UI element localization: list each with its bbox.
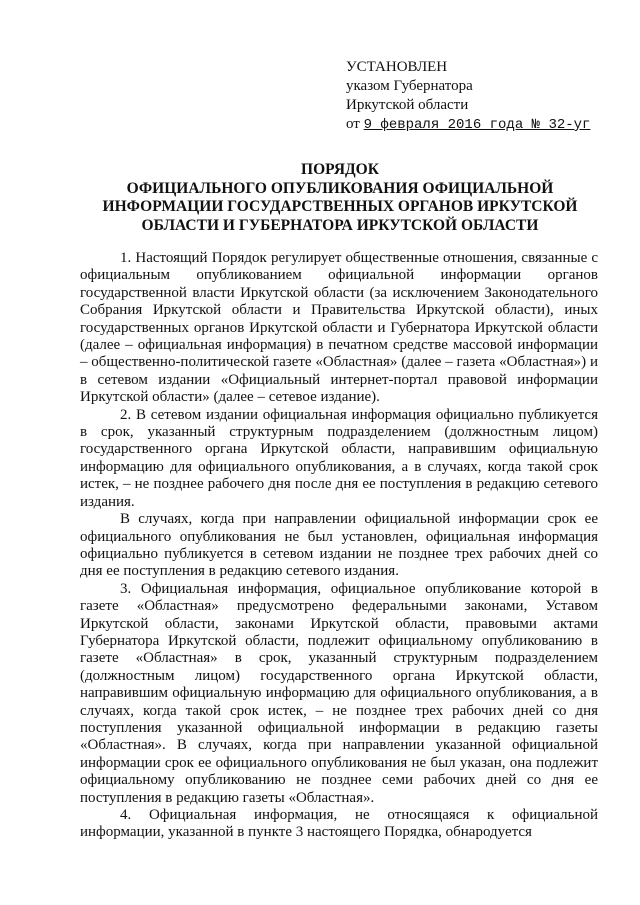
approval-stamp xyxy=(346,58,616,135)
title-line-3: ИНФОРМАЦИИ ГОСУДАРСТВЕННЫХ ОРГАНОВ ИРКУТСКОЙ xyxy=(102,198,578,215)
approval-date-prefix: от xyxy=(346,116,364,132)
approval-heading: УСТАНОВЛЕН xyxy=(346,59,448,75)
title-line-2: ОФИЦИАЛЬНОГО ОПУБЛИКОВАНИЯ ОФИЦИАЛЬНОЙ xyxy=(126,179,554,197)
approval-decree: указом Губернатора xyxy=(346,78,473,94)
paragraph-1: 1. Настоящий Порядок регулирует общественные отношения, связанные с официальным опубликованием официальной информации органов государственной власти Иркутской области (за исключением Законодательного Собрания Иркутской области и Правительства Иркутской области), иных государственных органов Иркутской области и Губернатора Иркутской области (далее – официальная информация) в печатном средстве массовой информации – общественно-политической газете «Областная» (далее – газета «Областная») и в сетевом издании «Официальный интернет-портал правовой информации Иркутской области» (далее – сетевое издание). xyxy=(80,250,598,406)
approval-date-line xyxy=(346,115,616,135)
paragraph-3: В случаях, когда при направлении официальной информации срок ее официального опубликования не был установлен, официальная информация официально публикуется в сетевом издании не позднее трех рабочих дней со дня ее поступления в редакцию сетевого издания. xyxy=(80,511,598,580)
title-line-4: ОБЛАСТИ И ГУБЕРНАТОРА ИРКУТСКОЙ ОБЛАСТИ xyxy=(141,216,539,234)
approval-region: Иркутской области xyxy=(346,97,469,113)
document-title xyxy=(60,161,620,235)
title-line-1: ПОРЯДОК xyxy=(301,161,379,178)
paragraph-4: 3. Официальная информация, официальное опубликование которой в газете «Областная» предусмотрено федеральными законами, Уставом Иркутской области, законами Иркутской области, правовыми актами Губернатора Иркутской области, подлежит официальному опубликованию в газете «Областная» в срок, указанный структурным подразделением (должностным лицом) государственного органа Иркутской области, направившим официальную информацию для официального опубликования, а в случаях, когда такой срок истек, – не позднее трех рабочих дней со дня поступления указанной официальной информации в редакцию газеты «Областная». В случаях, когда при направлении указанной официальной информации срок ее официального опубликования не был указан, она подлежит официальному опубликованию не позднее семи рабочих дней со дня ее поступления в редакцию газеты «Областная». xyxy=(80,580,598,806)
approval-date-value: 9 февраля 2016 года № 32-уг xyxy=(363,117,591,133)
paragraph-5: 4. Официальная информация, не относящаяся к официальной информации, указанной в пункте 3 настоящего Порядка, обнародуется xyxy=(80,807,598,841)
document-body xyxy=(80,250,598,842)
paragraph-2: 2. В сетевом издании официальная информация официально публикуется в срок, указанный структурным подразделением (должностным лицом) государственного органа Иркутской области, направившим официальную информацию для официального опубликования, а в случаях, когда такой срок истек, – не позднее рабочего дня после дня ее поступления в редакцию сетевого издания. xyxy=(80,406,598,510)
